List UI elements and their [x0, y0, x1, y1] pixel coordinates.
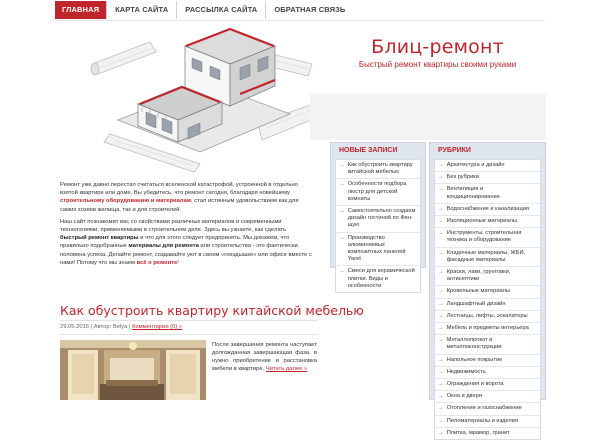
category-item[interactable]	[435, 228, 540, 247]
category-item[interactable]	[435, 355, 540, 367]
new-posts-widget	[330, 142, 426, 289]
arrow-right-icon: →	[339, 234, 345, 241]
intro-text-part: или строительства - это фактически половина успеха. Делайте ремонт, создавайте уют в своем «гнездышке» или офисе вместе с нами! Потому что мы знаем	[60, 243, 312, 266]
post-title[interactable]: Как обустроить квартиру китайской мебелью	[60, 303, 364, 318]
new-post-item-label[interactable]: Самостоятельно создаем дизайн гостиной по Фен-шую	[347, 208, 416, 229]
categories-widget	[429, 142, 546, 436]
new-posts-title: НОВЫЕ ЗАПИСИ	[339, 147, 398, 154]
intro-bold-materials: материалы для ремонта	[128, 243, 199, 250]
post-divider	[60, 334, 318, 335]
nav-item-home[interactable]: ГЛАВНАЯ	[55, 1, 107, 19]
arrow-right-icon: →	[339, 162, 345, 168]
category-item-label[interactable]: Кровельные материалы	[446, 288, 511, 295]
intro-paragraph-1	[60, 181, 314, 214]
intro-text-part: и что для этого следует предпринять. Мы докажем, что правильно подобранные	[60, 235, 290, 250]
category-item-label[interactable]: Ландшафтный дизайн	[446, 300, 506, 307]
nav-item-feedback[interactable]: ОБРАТНАЯ СВЯЗЬ	[274, 5, 346, 14]
arrow-right-icon: →	[339, 208, 345, 215]
top-nav	[55, 1, 353, 19]
category-item-label[interactable]: Плитка, мрамор, гранит	[446, 429, 510, 436]
intro-text-part: , стал истинным удовольствием как для самих хозяев жилища, так и для строителей.	[60, 198, 299, 213]
intro-link-about-repair[interactable]: всё о ремонте	[136, 259, 178, 266]
category-item-label[interactable]: Инструменты, строительная техника и оборудование	[446, 230, 522, 244]
arrow-right-icon: →	[438, 218, 444, 225]
category-item-label[interactable]: Ограждения и ворота	[446, 381, 504, 388]
intro-link-equipment[interactable]: строительному оборудованию и материалам	[60, 198, 191, 205]
new-post-item[interactable]	[336, 160, 420, 179]
ad-placeholder	[310, 94, 546, 140]
category-item[interactable]	[435, 391, 540, 403]
category-item[interactable]	[435, 248, 540, 267]
category-item-label[interactable]: Мебель и предметы интерьера	[446, 325, 529, 332]
intro-bold-quick-repair: быстрый ремонт квартиры	[60, 235, 139, 242]
new-post-item[interactable]	[336, 266, 420, 292]
arrow-right-icon: →	[438, 337, 444, 344]
arrow-right-icon: →	[438, 300, 444, 307]
category-item-label[interactable]: Вентиляция и кондиционирование	[446, 186, 500, 200]
category-item[interactable]	[435, 204, 540, 216]
new-post-item-label[interactable]: Особенности подбора люстр для детской комнаты	[347, 181, 407, 202]
post-thumbnail-image[interactable]	[60, 340, 206, 400]
arrow-right-icon: →	[438, 325, 444, 332]
site-description: Быстрый ремонт квартиры своими руками	[358, 60, 517, 69]
arrow-right-icon: →	[438, 381, 444, 388]
category-item[interactable]	[435, 379, 540, 391]
arrow-right-icon: →	[438, 429, 444, 436]
category-item-label[interactable]: Металлопрокат и металлоконструкции	[446, 337, 502, 351]
new-post-item[interactable]	[336, 179, 420, 206]
read-more-link[interactable]: Читать далее »	[265, 366, 308, 372]
new-post-item-label[interactable]: Как обустроить квартиру китайской мебелью	[347, 162, 413, 176]
category-item-label[interactable]: Пиломатериалы и изделия	[446, 417, 518, 424]
post-meta: 29.05.2015 | Автор: Belya | Комментарии (0) »	[60, 324, 183, 330]
category-item[interactable]	[435, 172, 540, 184]
arrow-right-icon: →	[438, 205, 444, 212]
arrow-right-icon: →	[339, 268, 345, 275]
post-divider	[60, 320, 318, 321]
category-item[interactable]	[435, 267, 540, 286]
house-blueprint-illustration	[90, 24, 322, 172]
category-item-label[interactable]: Лестницы, лифты, эскалаторы	[446, 312, 528, 319]
arrow-right-icon: →	[438, 288, 444, 295]
new-post-item[interactable]	[336, 233, 420, 267]
category-item-label[interactable]: Недвижимость	[446, 368, 486, 375]
category-item[interactable]	[435, 184, 540, 203]
arrow-right-icon: →	[438, 269, 444, 276]
intro-text-part: Наш сайт познакомит вас со свойствами различных материалов и современными технологиями, применяемыми в строительном деле. Здесь вы узнаете, как сделать	[60, 218, 287, 234]
post-author: Автор: Belya	[93, 324, 128, 330]
arrow-right-icon: →	[438, 249, 444, 256]
category-item[interactable]	[435, 299, 540, 311]
intro-text	[60, 181, 314, 271]
category-item[interactable]	[435, 416, 540, 428]
category-item[interactable]	[435, 367, 540, 379]
new-post-item-label[interactable]: Смеси для керамической плитки. Виды и особенности	[347, 268, 415, 289]
arrow-right-icon: →	[438, 230, 444, 237]
categories-list	[434, 159, 541, 440]
arrow-right-icon: →	[438, 417, 444, 424]
post-date: 29.05.2015	[60, 324, 90, 330]
arrow-right-icon: →	[438, 174, 444, 181]
arrow-right-icon: →	[438, 312, 444, 319]
new-post-item-label[interactable]: Производство алюминиевых композитных панелей Yaret	[347, 234, 406, 263]
nav-divider	[55, 20, 545, 21]
nav-item-newsletter[interactable]: РАССЫЛКА САЙТА	[177, 1, 266, 19]
arrow-right-icon: →	[438, 405, 444, 412]
arrow-right-icon: →	[339, 181, 345, 188]
category-item-label[interactable]: Архитектура и дизайн	[446, 162, 505, 168]
category-item-label[interactable]: Без рубрики	[446, 174, 479, 181]
arrow-right-icon: →	[438, 393, 444, 400]
categories-title: РУБРИКИ	[438, 147, 471, 154]
category-item-label[interactable]: Краски, лаки, грунтовки, антисептики	[446, 269, 511, 283]
category-item[interactable]	[435, 323, 540, 335]
category-item[interactable]	[435, 428, 540, 439]
category-item[interactable]	[435, 311, 540, 323]
nav-item-sitemap[interactable]: КАРТА САЙТА	[107, 1, 177, 19]
category-item-label[interactable]: Окна и двери	[446, 393, 483, 400]
arrow-right-icon: →	[438, 162, 444, 168]
category-item-label[interactable]: Водоснабжение и канализация	[446, 205, 529, 212]
new-posts-list	[335, 159, 421, 293]
category-item[interactable]	[435, 286, 540, 298]
category-item[interactable]	[435, 403, 540, 415]
category-item-label[interactable]: Изоляционные материалы	[446, 218, 518, 225]
post-excerpt	[212, 341, 317, 373]
intro-text-part: !	[177, 259, 179, 266]
site-title[interactable]: Блиц-ремонт	[371, 36, 504, 58]
arrow-right-icon: →	[438, 368, 444, 375]
arrow-right-icon: →	[438, 356, 444, 363]
intro-paragraph-2	[60, 218, 314, 267]
category-item[interactable]	[435, 216, 540, 228]
post-excerpt-text: После завершения ремонта наступает долгожданная завершающая фаза, в нужно приобретение и расстановка мебели в квартире.	[212, 342, 317, 372]
category-item[interactable]	[435, 160, 540, 172]
post-comments-link[interactable]: Комментарии (0) »	[132, 324, 183, 330]
new-post-item[interactable]	[336, 206, 420, 233]
category-item-label[interactable]: Отопление и газоснабжение	[446, 405, 522, 412]
category-item-label[interactable]: Кладочные материалы, ЖБИ, фасадные материалы	[446, 249, 526, 263]
category-item[interactable]	[435, 335, 540, 354]
arrow-right-icon: →	[438, 186, 444, 193]
category-item-label[interactable]: Напольное покрытие	[446, 356, 503, 363]
intro-text-part: Ремонт уже давно перестал считаться вселенской катастрофой, устроенной в отдельно взятой квартире или доме. Вы убедитесь, что ремонт сегодня, благодаря новейшему	[60, 182, 298, 197]
